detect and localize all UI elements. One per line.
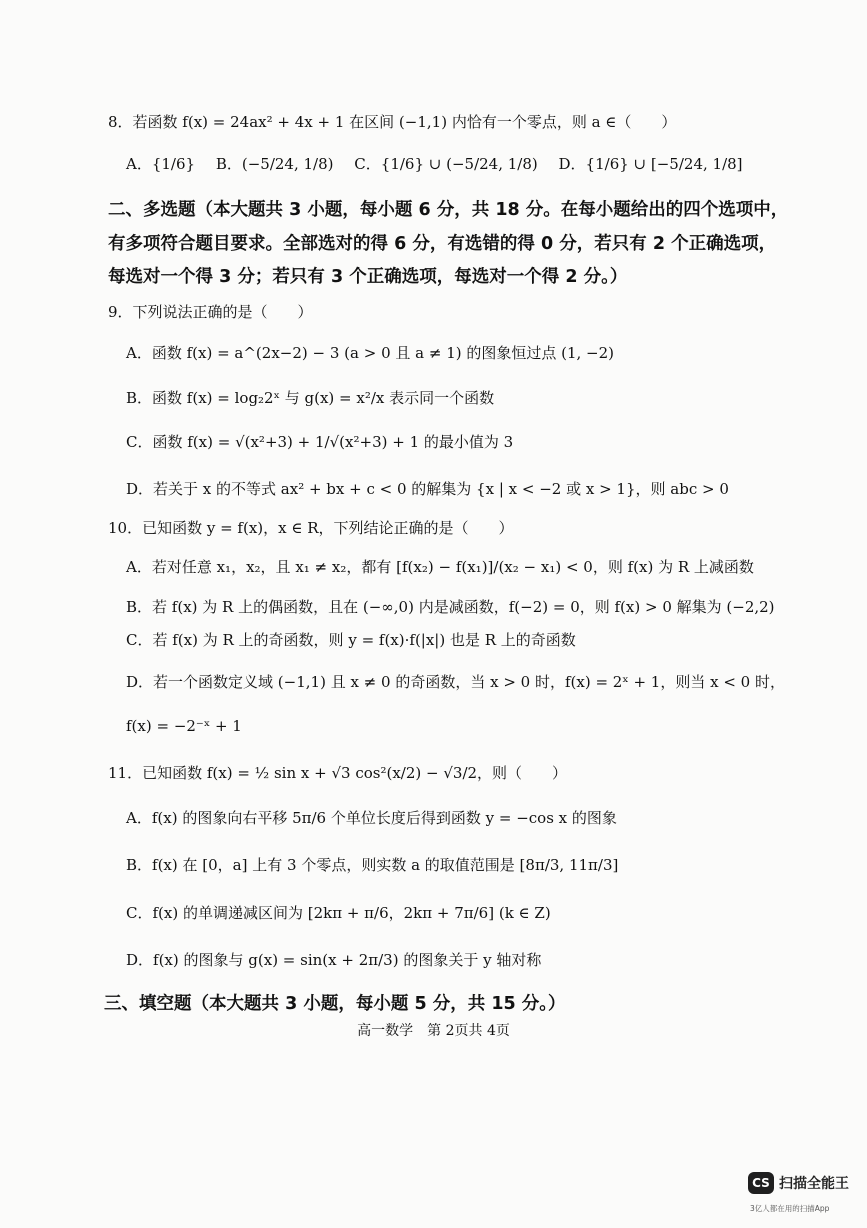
q10-option-d-line2: f(x) = −2⁻ˣ + 1	[126, 717, 242, 735]
q8-option-c: C．{1/6} ∪ (−5/24, 1/8)	[354, 155, 538, 173]
q11-option-b: B．f(x) 在 [0，a] 上有 3 个零点，则实数 a 的取值范围是 [8π/3, 11π/3]	[126, 856, 619, 874]
q10-option-c: C．若 f(x) 为 R 上的奇函数，则 y = f(x)·f(|x|) 也是 R 上的奇函数	[126, 631, 576, 649]
q8-options	[126, 154, 759, 174]
q11-option-a: A．f(x) 的图象向右平移 5π/6 个单位长度后得到函数 y = −cos x 的图象	[126, 809, 617, 827]
q11-option-d: D．f(x) 的图象与 g(x) = sin(x + 2π/3) 的图象关于 y 轴对称	[126, 951, 542, 969]
section-3-header: 三、填空题（本大题共 3 小题，每小题 5 分，共 15 分。）	[104, 994, 566, 1014]
camscanner-logo-icon: CS	[748, 1172, 774, 1194]
q11-stem: 11．已知函数 f(x) = ½ sin x + √3 cos²(x/2) − √3/2，则（ ）	[108, 764, 568, 782]
q10-option-a: A．若对任意 x₁，x₂，且 x₁ ≠ x₂，都有 [f(x₂) − f(x₁)]/(x₂ − x₁) < 0，则 f(x) 为 R 上减函数	[126, 558, 754, 576]
watermark-tagline: 3亿人都在用的扫描App	[750, 1204, 830, 1213]
q9-option-b: B．函数 f(x) = log₂2ˣ 与 g(x) = x²/x 表示同一个函数	[126, 389, 495, 407]
section-2-header-line2: 有多项符合题目要求。全部选对的得 6 分，有选错的得 0 分，若只有 2 个正确选项，	[108, 234, 777, 254]
section-2-header-line1: 二、多选题（本大题共 3 小题，每小题 6 分，共 18 分。在每小题给出的四个选项中，	[108, 200, 789, 220]
q10-option-b: B．若 f(x) 为 R 上的偶函数，且在 (−∞,0) 内是减函数，f(−2) = 0，则 f(x) > 0 解集为 (−2,2)	[126, 598, 775, 616]
watermark-app-name: 扫描全能王	[779, 1176, 849, 1192]
q8-stem: 8．若函数 f(x) = 24ax² + 4x + 1 在区间 (−1,1) 内恰有一个零点，则 a ∈（ ）	[108, 113, 677, 131]
q10-option-d-line1: D．若一个函数定义域 (−1,1) 且 x ≠ 0 的奇函数，当 x > 0 时，f(x) = 2ˣ + 1，则当 x < 0 时，	[126, 673, 785, 691]
q9-stem: 9．下列说法正确的是（ ）	[108, 303, 313, 321]
q11-option-c: C．f(x) 的单调递减区间为 [2kπ + π/6，2kπ + 7π/6] (k ∈ Z)	[126, 904, 551, 922]
q8-option-d: D．{1/6} ∪ [−5/24, 1/8]	[558, 155, 743, 173]
page-footer: 高一数学 第 2页共 4页	[357, 1023, 510, 1039]
q8-option-b: B．(−5/24, 1/8)	[215, 155, 334, 173]
q9-option-a: A．函数 f(x) = a^(2x−2) − 3 (a > 0 且 a ≠ 1) 的图象恒过点 (1, −2)	[126, 344, 615, 362]
q8-option-a: A．{1/6}	[126, 155, 196, 173]
q9-option-c: C．函数 f(x) = √(x²+3) + 1/√(x²+3) + 1 的最小值为 3	[126, 433, 514, 451]
section-2-header-line3: 每选对一个得 3 分；若只有 3 个正确选项，每选对一个得 2 分。）	[108, 267, 628, 287]
scanner-watermark	[748, 1172, 849, 1194]
q9-option-d: D．若关于 x 的不等式 ax² + bx + c < 0 的解集为 {x | x < −2 或 x > 1}，则 abc > 0	[126, 480, 729, 498]
q10-stem: 10．已知函数 y = f(x)，x ∈ R，下列结论正确的是（ ）	[108, 519, 514, 537]
